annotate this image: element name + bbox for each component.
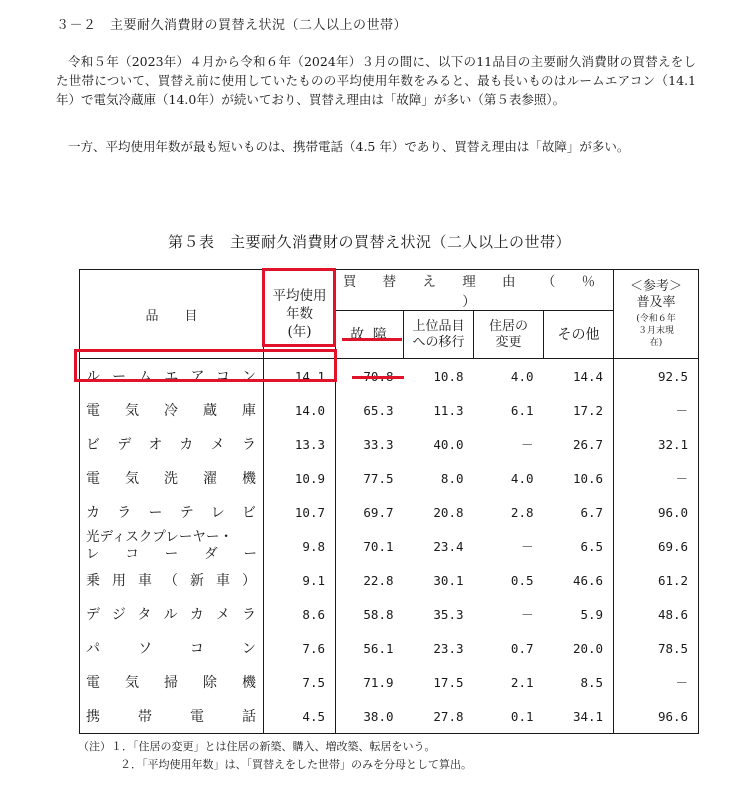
row-upgrade: 20.8 — [433, 504, 464, 520]
row-other: 5.9 — [544, 597, 614, 631]
row-rate: 96.0 — [657, 504, 689, 520]
row-move: － — [520, 607, 534, 622]
row-upgrade: 17.5 — [433, 674, 464, 690]
row-other: 17.2 — [544, 393, 614, 427]
paragraph-2: 一方、平均使用年数が最も短いものは、携帯電話（4.5 年）であり、買替え理由は「故障」が多い。 — [68, 139, 630, 154]
row-avg: 14.1 — [264, 359, 336, 394]
row-item: パソコン — [80, 631, 264, 665]
row-item: デジタルカメラ — [80, 597, 264, 631]
table-row — [80, 665, 699, 699]
table-row — [80, 359, 699, 394]
row-avg: 8.6 — [264, 597, 336, 631]
row-item: 光ディスクプレーヤー・ レコーダー — [80, 529, 264, 563]
row-breakdown: 22.8 — [363, 572, 394, 588]
table-row — [80, 529, 699, 563]
row-breakdown: 77.5 — [363, 470, 394, 486]
row-rate: 92.5 — [657, 368, 689, 384]
row-item: 乗用車（新車） — [80, 563, 264, 597]
header-move: 住居の 変更 — [474, 311, 544, 359]
row-avg: 10.9 — [264, 461, 336, 495]
row-upgrade: 8.0 — [440, 470, 464, 486]
header-reference-note: (令和６年 ３月末現 在) — [636, 314, 676, 348]
header-reason-group: 買 替 え 理 由 （ ％ ） — [336, 270, 614, 311]
row-rate: 32.1 — [657, 436, 689, 452]
section-heading — [56, 14, 407, 33]
row-breakdown: 38.0 — [363, 708, 394, 724]
row-move: 0.1 — [510, 708, 534, 724]
row-breakdown: 69.7 — [363, 504, 394, 520]
row-rate: － — [675, 471, 689, 486]
row-rate: 96.6 — [657, 708, 689, 724]
row-avg: 7.5 — [264, 665, 336, 699]
row-upgrade: 35.3 — [433, 606, 464, 622]
section-title: 主要耐久消費財の買替え状況（二人以上の世帯） — [110, 18, 408, 33]
row-upgrade: 40.0 — [433, 436, 464, 452]
row-breakdown: 65.3 — [363, 402, 394, 418]
table-row — [80, 563, 699, 597]
header-item: 品 目 — [80, 270, 264, 359]
row-item: 電気洗濯機 — [80, 461, 264, 495]
table-row — [80, 495, 699, 529]
row-rate: － — [675, 403, 689, 418]
row-other: 14.4 — [544, 359, 614, 394]
table-row — [80, 427, 699, 461]
row-rate: 69.6 — [657, 538, 689, 554]
row-rate: 78.5 — [657, 640, 689, 656]
row-avg: 13.3 — [264, 427, 336, 461]
row-other: 34.1 — [544, 699, 614, 734]
row-upgrade: 10.8 — [433, 368, 464, 384]
row-item: 携帯電話 — [80, 699, 264, 734]
table-row — [80, 699, 699, 734]
table-row — [80, 393, 699, 427]
table-row — [80, 597, 699, 631]
header-upgrade: 上位品目 への移行 — [404, 311, 474, 359]
row-rate: 48.6 — [657, 606, 689, 622]
table-row — [80, 631, 699, 665]
row-move: 2.8 — [510, 504, 534, 520]
row-upgrade: 11.3 — [433, 402, 464, 418]
row-other: 6.7 — [544, 495, 614, 529]
row-breakdown: 70.1 — [363, 538, 394, 554]
row-move: 0.7 — [510, 640, 534, 656]
row-avg: 9.1 — [264, 563, 336, 597]
row-move: 2.1 — [510, 674, 534, 690]
footnote-1: （注）１．「住居の変更」とは住居の新築、購入、増改築、転居をいう。 — [78, 740, 436, 753]
row-breakdown: 58.8 — [363, 606, 394, 622]
row-other: 8.5 — [544, 665, 614, 699]
row-item: ルームエアコン — [80, 359, 264, 394]
row-item: 電気冷蔵庫 — [80, 393, 264, 427]
header-reference: ＜参考＞ 普及率 (令和６年 ３月末現 在) — [614, 270, 699, 359]
row-move: － — [520, 437, 534, 452]
table-caption: 第５表 主要耐久消費財の買替え状況（二人以上の世帯） — [167, 233, 571, 251]
row-breakdown: 56.1 — [363, 640, 394, 656]
row-breakdown: 71.9 — [363, 674, 394, 690]
paragraph-1: 令和５年（2023年）４月から令和６年（2024年）３月の間に、以下の11品目の主要耐久消費財の買替えをした世帯について、買替え前に使用していたものの平均使用年数をみると、最も長いものはルームエアコン（14.1年）で電気冷蔵庫（14.0年）が続いており、買替え理由は「故障」が多い（第５表参照）。 — [56, 54, 696, 107]
row-upgrade: 23.3 — [433, 640, 464, 656]
header-other: その他 — [544, 311, 614, 359]
row-other: 6.5 — [544, 529, 614, 563]
row-upgrade: 27.8 — [433, 708, 464, 724]
row-avg: 9.8 — [264, 529, 336, 563]
table-row — [80, 461, 699, 495]
row-rate: 61.2 — [657, 572, 689, 588]
row-other: 10.6 — [544, 461, 614, 495]
row-move: 0.5 — [510, 572, 534, 588]
row-move: 6.1 — [510, 402, 534, 418]
header-breakdown: 故 障 — [336, 311, 404, 359]
row-avg: 7.6 — [264, 631, 336, 665]
durable-goods-table — [79, 269, 699, 734]
row-breakdown: 33.3 — [363, 436, 394, 452]
row-other: 20.0 — [544, 631, 614, 665]
row-item: カラーテレビ — [80, 495, 264, 529]
row-breakdown: 70.8 — [363, 368, 394, 384]
row-avg: 10.7 — [264, 495, 336, 529]
row-move: 4.0 — [510, 368, 534, 384]
row-avg: 4.5 — [264, 699, 336, 734]
row-other: 26.7 — [544, 427, 614, 461]
header-avg-years: 平均使用 年数 (年) — [264, 270, 336, 359]
footnotes — [78, 738, 472, 774]
row-item: 電気掃除機 — [80, 665, 264, 699]
row-move: 4.0 — [510, 470, 534, 486]
footnote-2: ２．「平均使用年数」は、「買替えをした世帯」のみを分母として算出。 — [120, 758, 472, 771]
row-rate: － — [675, 675, 689, 690]
row-move: － — [520, 539, 534, 554]
row-avg: 14.0 — [264, 393, 336, 427]
row-upgrade: 23.4 — [433, 538, 464, 554]
row-item: ビデオカメラ — [80, 427, 264, 461]
row-upgrade: 30.1 — [433, 572, 464, 588]
section-number: ３－２ — [56, 18, 97, 33]
row-other: 46.6 — [544, 563, 614, 597]
